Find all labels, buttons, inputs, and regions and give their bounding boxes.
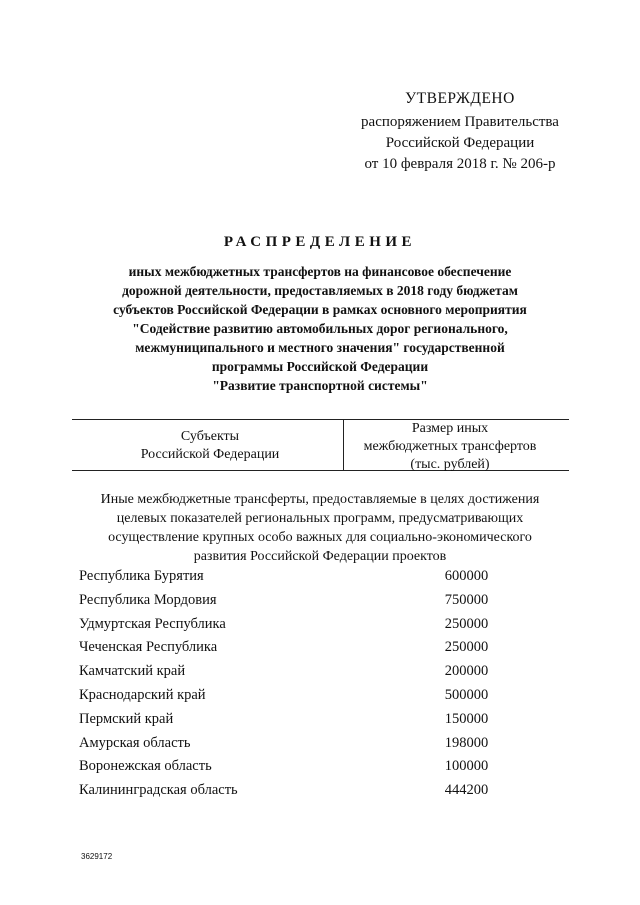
intro-line: целевых показателей региональных программ, предусматривающих: [116, 511, 524, 526]
subtitle-line: "Развитие транспортной системы": [212, 378, 428, 393]
document-number: 3629172: [81, 852, 113, 861]
region-name: Республика Бурятия: [79, 568, 204, 584]
column-header-line: (тыс. рублей): [410, 457, 490, 472]
region-name: Удмуртская Республика: [79, 615, 226, 632]
transfer-amount: 100000: [444, 758, 489, 775]
region-name: Калининградская область: [79, 782, 238, 799]
transfer-amount: 250000: [444, 639, 489, 656]
region-name: Республика Мордовия: [79, 591, 217, 608]
approval-line-1: распоряжением Правительства: [361, 114, 559, 130]
column-header-amount: [350, 420, 550, 474]
transfer-amount: 444200: [444, 782, 489, 799]
intro-line: развития Российской Федерации проектов: [193, 549, 447, 564]
column-header-subjects: [100, 428, 320, 464]
approval-lines: [340, 112, 580, 175]
region-name: Воронежская область: [79, 758, 212, 775]
transfer-amount: 150000: [444, 710, 489, 727]
subtitle-line: межмуниципального и местного значения" государственной: [135, 340, 505, 355]
table-row: [79, 636, 539, 660]
column-header-line: Субъекты: [180, 429, 240, 444]
region-name: Амурская область: [79, 734, 191, 751]
column-header-line: Размер иных: [411, 421, 489, 436]
subtitle-line: дорожной деятельности, предоставляемых в 2018 году бюджетам: [122, 283, 518, 298]
column-header-line: Российской Федерации: [140, 447, 280, 462]
approval-block: [340, 88, 580, 109]
approval-line-2: Российской Федерации: [385, 135, 535, 151]
subtitle-line: программы Российской Федерации: [211, 359, 429, 374]
table-row: [79, 708, 539, 732]
transfer-amount: 198000: [444, 734, 489, 751]
subtitle-line: субъектов Российской Федерации в рамках основного мероприятия: [113, 302, 527, 317]
region-name: Пермский край: [79, 710, 174, 727]
transfer-amount: 750000: [444, 591, 489, 608]
approval-line-3: от 10 февраля 2018 г. № 206-р: [364, 156, 556, 172]
table-row: [79, 589, 539, 613]
subtitle-line: "Содействие развитию автомобильных дорог регионального,: [132, 321, 508, 336]
approval-heading: УТВЕРЖДЕНО: [405, 90, 515, 107]
transfer-amount: 500000: [444, 686, 489, 703]
table-row: [79, 613, 539, 637]
table-row: [79, 684, 539, 708]
table-row: [79, 755, 539, 779]
table-row: [79, 732, 539, 756]
document-subtitle: [60, 262, 580, 395]
subtitle-line: иных межбюджетных трансфертов на финансовое обеспечение: [128, 264, 512, 279]
region-name: Чеченская Республика: [79, 639, 218, 656]
section-intro: [60, 490, 580, 566]
intro-line: осуществление крупных особо важных для социально-экономического: [108, 530, 532, 545]
table-body: [79, 565, 539, 803]
table-row: [79, 660, 539, 684]
table-row: [79, 565, 539, 589]
transfer-amount: 200000: [444, 663, 489, 680]
intro-line: Иные межбюджетные трансферты, предоставляемые в целях достижения: [100, 492, 540, 507]
transfer-amount: 600000: [444, 568, 489, 584]
table-row: [79, 779, 539, 803]
table-column-divider: [343, 420, 344, 470]
column-header-line: межбюджетных трансфертов: [363, 439, 537, 454]
document-title: РАСПРЕДЕЛЕНИЕ: [223, 234, 417, 250]
region-name: Камчатский край: [79, 663, 186, 680]
transfer-amount: 250000: [444, 615, 489, 632]
region-name: Краснодарский край: [79, 686, 206, 703]
